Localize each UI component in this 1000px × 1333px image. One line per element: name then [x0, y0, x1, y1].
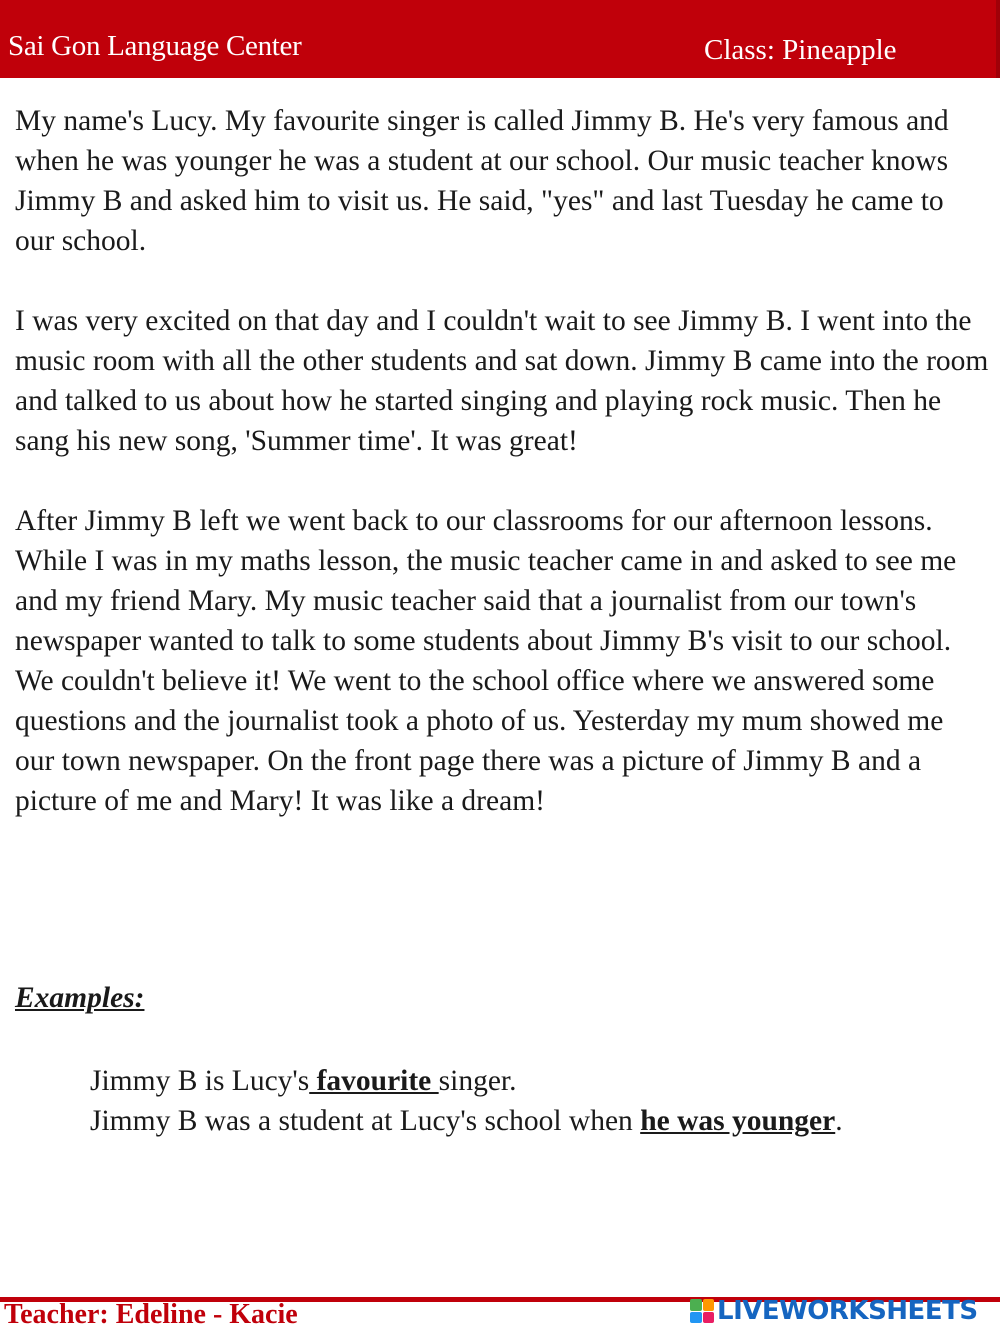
paragraph-1: My name's Lucy. My favourite singer is called Jimmy B. He's very famous and when he was younger he was a student at our school. Our music teacher knows Jimmy B and asked him to visit us. He said, "yes" and last Tuesday he came to our school.	[15, 105, 949, 257]
liveworksheets-brand[interactable]	[690, 1295, 978, 1327]
class-label: Class: Pineapple	[704, 34, 897, 66]
example-2-text: Jimmy B was a student at Lucy's school when	[90, 1105, 641, 1137]
reading-passage	[15, 101, 990, 861]
paragraph-2: I was very excited on that day and I couldn't wait to see Jimmy B. I went into the music room with all the other students and sat down. Jimmy B came into the room and talked to us about how he started singing and playing rock music. Then he sang his new song, 'Summer time'. It was great!	[15, 305, 989, 457]
header-edge	[996, 0, 1000, 78]
center-name: Sai Gon Language Center	[8, 30, 302, 62]
examples-list	[90, 1061, 990, 1141]
example-1-answer: favourite	[309, 1065, 439, 1097]
example-1	[90, 1061, 990, 1101]
examples-title: Examples:	[15, 982, 145, 1014]
paragraph-3: After Jimmy B left we went back to our classrooms for our afternoon lessons. While I was in my maths lesson, the music teacher came in and asked to see me and my friend Mary. My music teacher said that a journalist from our town's newspaper wanted to talk to some students about Jimmy B's visit to our school. We couldn't believe it! We went to the school office where we answered some questions and the journalist took a photo of us. Yesterday my mum showed me our town newspaper. On the front page there was a picture of Jimmy B and a picture of me and Mary! It was like a dream!	[15, 505, 957, 817]
liveworksheets-logo-icon	[690, 1299, 714, 1323]
example-2	[90, 1101, 990, 1141]
example-2-answer: he was younger	[640, 1105, 836, 1137]
brand-text: LIVEWORKSHEETS	[717, 1296, 978, 1326]
example-1-text: Jimmy B is Lucy's	[90, 1065, 310, 1097]
teacher-name: Teacher: Edeline - Kacie	[4, 1299, 298, 1330]
example-2-end: .	[835, 1105, 843, 1137]
example-1-end: singer.	[438, 1065, 517, 1097]
header-bar	[0, 0, 1000, 78]
